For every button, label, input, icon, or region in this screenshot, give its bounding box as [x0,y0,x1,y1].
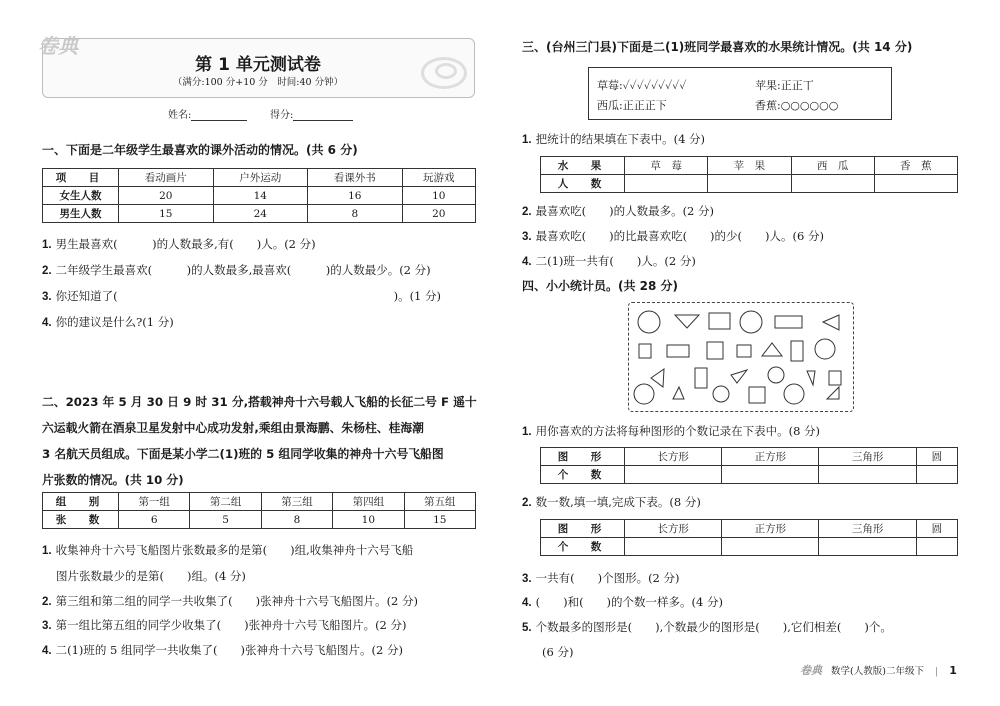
table-cell: 水 果 [541,157,625,175]
table-cell: 户外运动 [213,169,308,187]
table-header-row [541,520,958,538]
answer-cell[interactable] [874,175,957,193]
table-cell: 男生人数 [43,205,119,223]
circle-shape [713,386,729,402]
square-shape [737,345,751,357]
table-cell: 第二组 [190,493,261,511]
footer-logo: 卷典 [800,664,822,677]
question-4-4[interactable]: 4. ( )和( )的个数一样多。(4 分) [522,595,723,609]
table-row [43,187,476,205]
table-cell: 三角形 [819,448,916,466]
triangle-shape [823,315,839,330]
table-cell: 第五组 [404,493,475,511]
table-cell: 第三组 [261,493,332,511]
section-3-title: 三、(台州三门县)下面是二(1)班同学最喜欢的水果统计情况。(共 14 分) [522,40,913,54]
table-cell: 正方形 [722,520,819,538]
section-2-questions [42,542,482,662]
triangle-shape [675,315,699,328]
square-shape [749,387,765,403]
question-3-1[interactable]: 1. 把统计的结果填在下表中。(4 分) [522,132,706,146]
section-2-intro: 二、2023 年 5 月 30 日 9 时 31 分,搭载神舟十六号载人飞船的长征二号 F 遥十 六运载火箭在酒泉卫星发射中心成功发射,乘组由景海鹏、朱杨柱、桂海潮 3 名航天员组成。下面是某小学二(1)班的 5 组同学收集的神舟十六号飞船图 片张数的情况。(共 10 分) [42,395,477,487]
table-cell: 20 [402,205,475,223]
question-2-3[interactable]: 3. 第一组比第五组的同学少收集了( )张神舟十六号飞船图片。(2 分) [42,618,407,632]
table-cell: 24 [213,205,308,223]
table-cell: 6 [119,511,190,529]
triangle-shape [673,387,684,399]
circle-shape [768,367,784,383]
table-cell: 14 [213,187,308,205]
rectangle-shape [775,316,802,328]
name-label: 姓名: [168,110,192,121]
triangle-shape [651,369,664,387]
table-row [541,466,958,484]
question-1-4[interactable]: 4. 你的建议是什么?(1 分) [42,315,174,329]
answer-cell[interactable] [916,538,957,556]
photo-count-table [42,492,476,529]
table-cell: 15 [119,205,214,223]
shapes-drawing [629,303,855,413]
triangle-shape [731,370,747,383]
rectangle-shape [695,368,707,388]
answer-cell[interactable] [625,466,722,484]
table-cell: 三角形 [819,520,916,538]
brand-logo: 卷典 [38,34,78,58]
score-line [293,109,353,121]
table-header-row [541,157,958,175]
triangle-shape [827,387,839,399]
table-row [541,175,958,193]
section-1-questions [42,236,482,336]
question-4-2[interactable]: 2. 数一数,填一填,完成下表。(8 分) [522,495,701,509]
question-4-3[interactable]: 3. 一共有( )个图形。(2 分) [522,571,680,585]
table-cell: 个 数 [541,538,625,556]
table-cell: 8 [308,205,403,223]
page-title: 第 1 单元测试卷 [195,55,321,75]
question-4-5-cont[interactable]: (6 分) [542,645,574,659]
score-field[interactable] [270,106,353,121]
table-cell: 第四组 [333,493,404,511]
answer-cell[interactable] [916,466,957,484]
footer-subject: 数学(人教版)二年级下 [831,666,924,677]
square-shape [709,313,730,329]
question-1-1[interactable]: 1. 男生最喜欢( )的人数最多,有( )人。(2 分) [42,237,316,251]
tally-banana: 香蕉:○○○○○○ [755,99,839,112]
table-header-row [43,493,476,511]
rectangle-shape [667,345,689,357]
name-line [191,109,247,121]
question-2-4[interactable]: 4. 二(1)班的 5 组同学一共收集了( )张神舟十六号飞船图片。(2 分) [42,643,403,657]
table-cell: 16 [308,187,403,205]
tally-apple: 苹果:正正丅 [755,79,814,92]
footer-divider: | [934,666,939,677]
name-field[interactable] [168,106,247,121]
table-cell: 5 [190,511,261,529]
activity-table [42,168,476,223]
table-cell: 长方形 [625,448,722,466]
triangle-shape [807,371,815,385]
table-cell: 项 目 [43,169,119,187]
page-subtitle: （满分:100 分+10 分 时间:40 分钟） [172,77,344,88]
answer-cell[interactable] [722,538,819,556]
table-cell: 女生人数 [43,187,119,205]
tally-strawberry: 草莓:✓✓✓✓✓✓✓✓✓ [597,79,687,92]
table-cell: 人 数 [541,175,625,193]
table-cell: 15 [404,511,475,529]
answer-cell[interactable] [625,538,722,556]
question-2-1[interactable]: 1. 收集神舟十六号飞船图片张数最多的是第( )组,收集神舟十六号飞船 [42,543,414,557]
score-label: 得分: [270,110,294,121]
answer-cell[interactable] [819,538,916,556]
question-1-2[interactable]: 2. 二年级学生最喜欢( )的人数最多,最喜欢( )的人数最少。(2 分) [42,263,431,277]
table-header-row [43,169,476,187]
table-cell: 图 形 [541,520,625,538]
question-2-2[interactable]: 2. 第三组和第二组的同学一共收集了( )张神舟十六号飞船图片。(2 分) [42,594,419,608]
table-cell: 10 [333,511,404,529]
table-cell: 第一组 [119,493,190,511]
table-cell: 10 [402,187,475,205]
question-3-4[interactable]: 4. 二(1)班一共有( )人。(2 分) [522,254,696,268]
table-cell: 香 蕉 [874,157,957,175]
question-2-1-cont[interactable]: 图片张数最少的是第( )组。(4 分) [56,569,246,583]
table-cell: 西 瓜 [791,157,874,175]
table-cell: 20 [119,187,214,205]
answer-cell[interactable] [722,466,819,484]
table-row [43,511,476,529]
table-cell: 张 数 [43,511,119,529]
shape-count-table-1 [540,447,958,484]
square-shape [829,371,841,385]
answer-cell[interactable] [708,175,791,193]
table-header-row [541,448,958,466]
square-shape [707,342,723,359]
circle-shape [815,339,835,359]
page-number: 1 [949,664,957,677]
table-cell: 长方形 [625,520,722,538]
table-cell: 看课外书 [308,169,403,187]
table-cell: 玩游戏 [402,169,475,187]
shape-count-table-2 [540,519,958,556]
rectangle-shape [791,341,803,361]
table-cell: 苹 果 [708,157,791,175]
triangle-shape [762,343,782,356]
table-cell: 圆 [916,448,957,466]
circle-shape [740,311,762,333]
question-3-3[interactable]: 3. 最喜欢吃( )的比最喜欢吃( )的少( )人。(6 分) [522,229,824,243]
page-footer [800,662,957,678]
question-4-1[interactable]: 1. 用你喜欢的方法将每种图形的个数记录在下表中。(8 分) [522,424,821,438]
answer-cell[interactable] [819,466,916,484]
table-row [541,538,958,556]
question-3-2[interactable]: 2. 最喜欢吃( )的人数最多。(2 分) [522,204,715,218]
circle-shape [634,384,654,404]
answer-cell[interactable] [791,175,874,193]
table-cell: 正方形 [722,448,819,466]
shapes-figure [628,302,854,412]
fruit-tally-box [588,67,892,120]
table-row [43,205,476,223]
table-cell: 草 莓 [625,157,708,175]
table-cell: 圆 [916,520,957,538]
table-cell: 个 数 [541,466,625,484]
table-cell: 图 形 [541,448,625,466]
section-4-title: 四、小小统计员。(共 28 分) [522,279,679,293]
answer-cell[interactable] [625,175,708,193]
question-1-3[interactable]: 3. 你还知道了( )。(1 分) [42,289,442,303]
fruit-table [540,156,958,193]
table-cell: 组 别 [43,493,119,511]
question-4-5[interactable]: 5. 个数最多的图形是( ),个数最少的图形是( ),它们相差( )个。 [522,620,892,634]
table-cell: 看动画片 [119,169,214,187]
table-cell: 8 [261,511,332,529]
circle-shape [638,311,660,333]
tally-watermelon: 西瓜:正正正下 [597,99,667,112]
circle-shape [784,384,804,404]
section-1-title: 一、下面是二年级学生最喜欢的课外活动的情况。(共 6 分) [42,143,358,157]
square-shape [639,344,651,358]
